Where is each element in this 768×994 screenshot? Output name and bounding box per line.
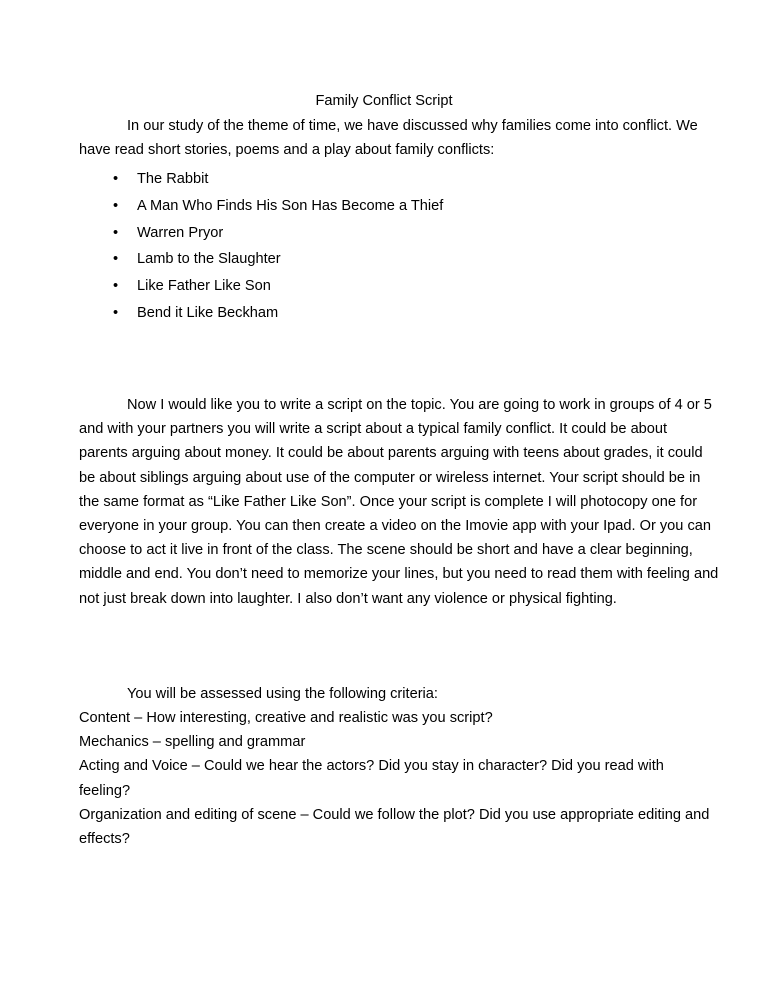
bullet-icon: • — [113, 251, 119, 268]
criterion-content: Content – How interesting, creative and realistic was you script? — [79, 710, 493, 726]
criterion-organization-editing: Organization and editing of scene – Could we follow the plot? Did you use appropriate editing and effects? — [79, 806, 710, 848]
work-title: Warren Pryor — [137, 224, 224, 241]
intro-paragraph: In our study of the theme of time, we have discussed why families come into conflict. We have read short stories, poems and a play about family conflicts: — [79, 118, 698, 159]
works-list — [113, 166, 443, 327]
document-title: Family Conflict Script — [315, 93, 453, 109]
list-item — [113, 193, 443, 220]
work-title: Like Father Like Son — [137, 278, 271, 295]
bullet-icon: • — [113, 171, 119, 187]
criterion-mechanics: Mechanics – spelling and grammar — [79, 734, 306, 751]
bullet-icon: • — [113, 197, 119, 214]
list-item — [113, 246, 443, 273]
criterion-acting-voice: Acting and Voice – Could we hear the actors? Did you stay in character? Did you read with feeling? — [79, 758, 664, 799]
work-title: Lamb to the Slaughter — [137, 251, 281, 268]
list-item — [113, 300, 443, 327]
assignment-paragraph: Now I would like you to write a script on the topic. You are going to work in groups of 4 or 5 and with your partners you will write a script about a typical family conflict. It could be about parents arguing about money. It could be about parents arguing with teens about grades, it could be about siblings arguing about use of the computer or wireless internet. Your script should be in the same format as “Like Father Like Son”. Once your script is complete I will photocopy one for everyone in your group. You can then create a video on the Imovie app with your Ipad. Or you can choose to act it live in front of the class. The scene should be short and have a clear beginning, middle and end. You don’t need to memorize your lines, but you need to read them with feeling and not just break down into laughter. I also don’t want any violence or physical fighting. — [79, 397, 719, 607]
bullet-icon: • — [113, 278, 119, 295]
work-title: Bend it Like Beckham — [137, 304, 279, 321]
criteria-list — [79, 706, 719, 851]
bullet-icon: • — [113, 224, 119, 241]
work-title: The Rabbit — [137, 171, 209, 187]
assessment-intro: You will be assessed using the following criteria: — [127, 686, 438, 702]
list-item — [113, 273, 443, 300]
bullet-icon: • — [113, 304, 119, 321]
list-item — [113, 166, 443, 193]
list-item — [113, 220, 443, 247]
work-title: A Man Who Finds His Son Has Become a Thief — [137, 197, 444, 214]
